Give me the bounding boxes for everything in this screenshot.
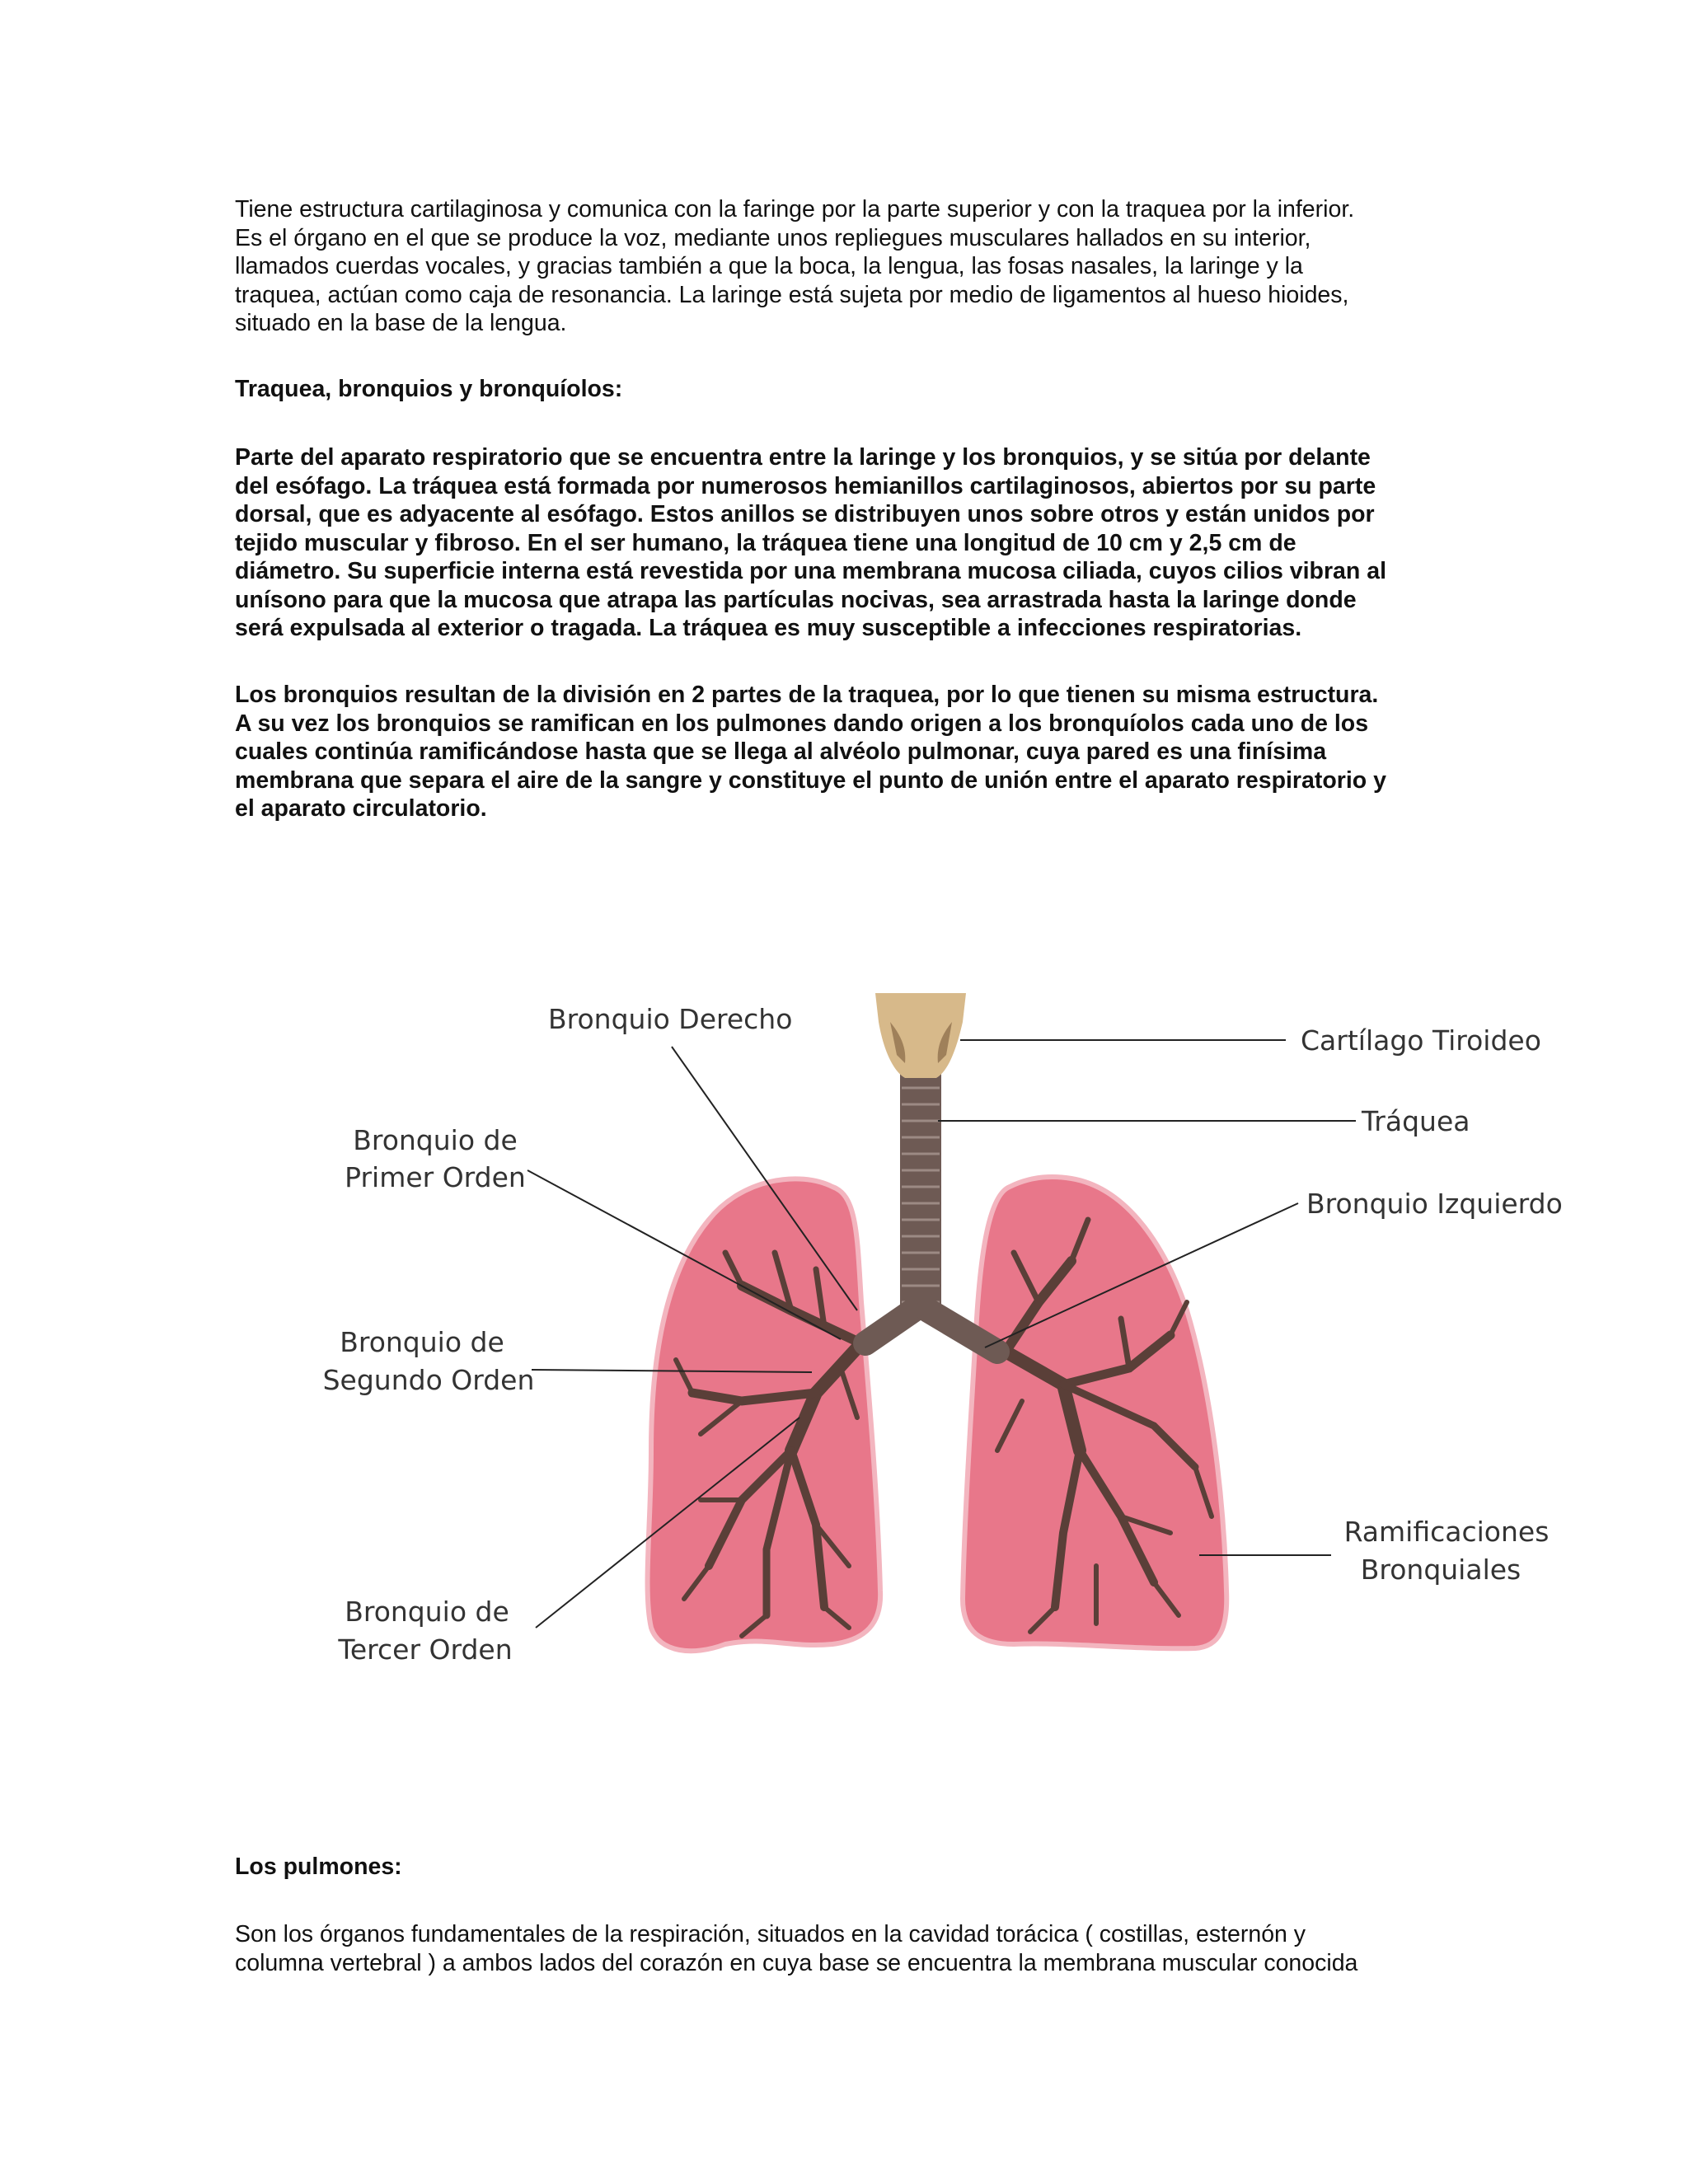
- text-line: cuales continúa ramificándose hasta que se llega al alvéolo pulmonar, cuya pared es una finísima: [235, 738, 1327, 765]
- text-line: del esófago. La tráquea está formada por numerosos hemianillos cartilaginosos, abiertos por su parte: [235, 472, 1376, 499]
- intro-paragraph: [235, 195, 1488, 338]
- bronchi-paragraph: [235, 681, 1488, 823]
- lungs-paragraph: [235, 1920, 1488, 1977]
- label-cartilago-tiroideo: Cartílago Tiroideo: [1301, 1024, 1541, 1057]
- label-tercer-orden-line2: Tercer Orden: [338, 1633, 513, 1666]
- text-line: situado en la base de la lengua.: [235, 310, 567, 336]
- main-bronchus-right: [865, 1310, 913, 1343]
- trachea-paragraph: [235, 443, 1488, 643]
- lungs-diagram: [0, 972, 1688, 1681]
- section-heading-pulmones: Los pulmones:: [235, 1854, 402, 1880]
- label-primer-orden-line2: Primer Orden: [345, 1161, 526, 1193]
- section-heading-traquea: Traquea, bronquios y bronquíolos:: [235, 376, 623, 402]
- label-segundo-orden-line1: Bronquio de: [340, 1326, 504, 1358]
- text-line: tejido muscular y fibroso. En el ser humano, la tráquea tiene una longitud de 10 cm y 2,5 cm de: [235, 529, 1296, 556]
- text-line: traquea, actúan como caja de resonancia. La laringe está sujeta por medio de ligamentos al hueso hioides,: [235, 281, 1349, 308]
- label-bronquio-derecho: Bronquio Derecho: [548, 1003, 793, 1035]
- text-line: Es el órgano en el que se produce la voz, mediante unos repliegues musculares hallados en su interior,: [235, 224, 1311, 251]
- text-line: columna vertebral ) a ambos lados del corazón en cuya base se encuentra la membrana muscular conocida: [235, 1949, 1358, 1976]
- text-line: Tiene estructura cartilaginosa y comunica con la faringe por la parte superior y con la traquea por la inferior.: [235, 196, 1355, 223]
- text-line: el aparato circulatorio.: [235, 795, 487, 822]
- text-line: dorsal, que es adyacente al esófago. Estos anillos se distribuyen unos sobre otros y están unidos por: [235, 501, 1375, 527]
- label-ramificaciones-line2: Bronquiales: [1360, 1554, 1522, 1586]
- text-line: Parte del aparato respiratorio que se encuentra entre la laringe y los bronquios, y se sitúa por delante: [235, 444, 1371, 471]
- text-line: Son los órganos fundamentales de la respiración, situados en la cavidad torácica ( costillas, esternón y: [235, 1921, 1306, 1947]
- label-ramificaciones-line1: Ramificaciones: [1343, 1516, 1550, 1548]
- text-line: membrana que separa el aire de la sangre y constituye el punto de unión entre el aparato respiratorio y: [235, 766, 1386, 794]
- label-bronquio-izquierdo: Bronquio Izquierdo: [1306, 1188, 1563, 1220]
- label-primer-orden-line1: Bronquio de: [353, 1124, 518, 1156]
- text-line: A su vez los bronquios se ramifican en los pulmones dando origen a los bronquíolos cada uno de los: [235, 710, 1369, 737]
- text-line: Los bronquios resultan de la división en 2 partes de la traquea, por lo que tienen su misma estructura.: [235, 682, 1379, 708]
- text-line: será expulsada al exterior o tragada. La tráquea es muy susceptible a infecciones respiratorias.: [235, 615, 1302, 641]
- text-line: unísono para que la mucosa que atrapa las partículas nocivas, sea arrastrada hasta la laringe donde: [235, 586, 1357, 613]
- text-line: llamados cuerdas vocales, y gracias también a que la boca, la lengua, las fosas nasales, la laringe y la: [235, 253, 1303, 279]
- label-tercer-orden-line1: Bronquio de: [345, 1596, 509, 1628]
- text-line: diámetro. Su superficie interna está revestida por una membrana mucosa ciliada, cuyos cilios vibran al: [235, 558, 1387, 584]
- label-traquea: Tráquea: [1362, 1105, 1470, 1137]
- label-segundo-orden-line2: Segundo Orden: [322, 1364, 535, 1396]
- thyroid-cartilage-shape: [875, 993, 966, 1078]
